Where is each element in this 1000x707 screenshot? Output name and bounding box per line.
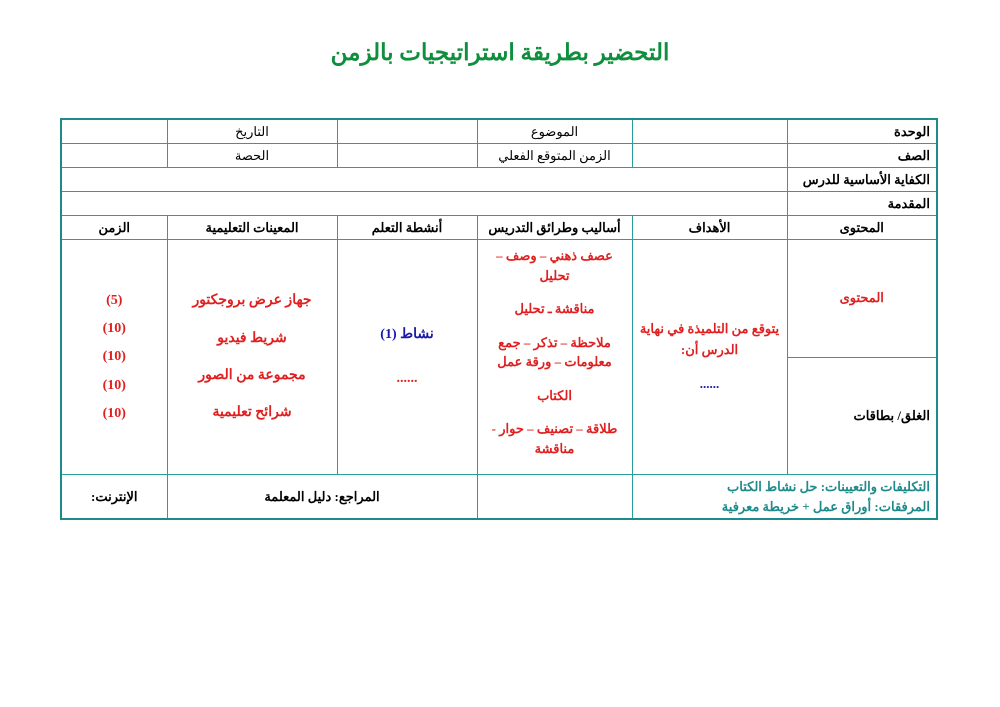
- cell-content[interactable]: [787, 240, 937, 358]
- class-label: الصف: [787, 144, 937, 168]
- table-row-body: [61, 240, 937, 358]
- unit-label: الوحدة: [787, 119, 937, 144]
- col-header-activities: أنشطة التعلم: [337, 216, 477, 240]
- cell-goals[interactable]: [632, 240, 787, 475]
- goals-text: يتوقع من التلميذة في نهاية الدرس أن:: [639, 320, 780, 357]
- time-item-1: (5): [106, 292, 123, 308]
- lesson-plan-table: [60, 118, 938, 520]
- aid-item-4: شرائح تعليمية: [212, 405, 292, 421]
- competency-label: الكفاية الأساسية للدرس: [787, 168, 937, 192]
- time-item-3: (10): [102, 349, 126, 365]
- date-label: التاريخ: [167, 119, 337, 144]
- references-text: المراجع: دليل المعلمة: [264, 488, 380, 504]
- expected-time-value[interactable]: [337, 144, 477, 168]
- col-header-aids: المعينات التعليمية: [167, 216, 337, 240]
- intro-value[interactable]: [61, 192, 787, 216]
- cell-time[interactable]: [61, 240, 167, 475]
- footer-spacer: [477, 475, 632, 520]
- table-row-unit: [61, 119, 937, 144]
- lesson-plan-table-container: [62, 118, 938, 520]
- table-row-class: [61, 144, 937, 168]
- unit-value[interactable]: [632, 119, 787, 144]
- method-item-4: الكتاب: [537, 387, 572, 403]
- cell-assignments[interactable]: [632, 475, 937, 520]
- date-value[interactable]: [61, 119, 167, 144]
- subject-label: الموضوع: [477, 119, 632, 144]
- col-header-time: الزمن: [61, 216, 167, 240]
- method-item-2: مناقشة ـ تحليل: [514, 301, 595, 316]
- method-item-1: عصف ذهني – وصف – تحليل: [496, 248, 613, 283]
- internet-text: الإنترنت:: [91, 488, 138, 504]
- activity-title: نشاط (1): [380, 326, 434, 342]
- period-label: الحصة: [167, 144, 337, 168]
- goals-dots: ......: [699, 376, 720, 392]
- subject-value[interactable]: [337, 119, 477, 144]
- expected-time-label: الزمن المتوقع الفعلي: [477, 144, 632, 168]
- col-header-content: المحتوى: [787, 216, 937, 240]
- method-item-3: ملاحظة – تذكر – جمع معلومات – ورقة عمل: [497, 334, 612, 369]
- aid-item-2: شريط فيديو: [217, 330, 287, 346]
- intro-label: المقدمة: [787, 192, 937, 216]
- col-header-goals: الأهداف: [632, 216, 787, 240]
- cell-aids[interactable]: [167, 240, 337, 475]
- table-row-footer: [61, 475, 937, 520]
- aid-item-3: مجموعة من الصور: [198, 368, 306, 383]
- cell-references[interactable]: [167, 475, 477, 520]
- activity-dots: ......: [396, 371, 418, 386]
- page-title: التحضير بطريقة استراتيجيات بالزمن: [330, 40, 670, 65]
- time-item-2: (10): [102, 320, 126, 336]
- cell-activities[interactable]: [337, 240, 477, 475]
- table-row-intro: [61, 192, 937, 216]
- attachments-text: المرفقات: أوراق عمل + خريطة معرفية: [721, 498, 930, 514]
- col-header-methods: أساليب وطرائق التدريس: [477, 216, 632, 240]
- closure-label: الغلق/ بطاقات: [787, 357, 937, 475]
- assignments-text: التكليفات والتعيينات: حل نشاط الكتاب: [727, 479, 930, 494]
- competency-value[interactable]: [61, 168, 787, 192]
- table-column-headers: [61, 216, 937, 240]
- cell-internet[interactable]: [61, 475, 167, 520]
- aid-item-1: جهاز عرض بروجكتور: [192, 293, 312, 309]
- table-row-competency: [61, 168, 937, 192]
- time-item-5: (10): [102, 406, 126, 422]
- cell-methods[interactable]: [477, 240, 632, 475]
- class-value[interactable]: [632, 144, 787, 168]
- period-value[interactable]: [61, 144, 167, 168]
- content-value: المحتوى: [839, 290, 884, 306]
- method-item-5: طلاقة – تصنيف – حوار - مناقشة: [491, 421, 618, 456]
- time-item-4: (10): [102, 377, 126, 393]
